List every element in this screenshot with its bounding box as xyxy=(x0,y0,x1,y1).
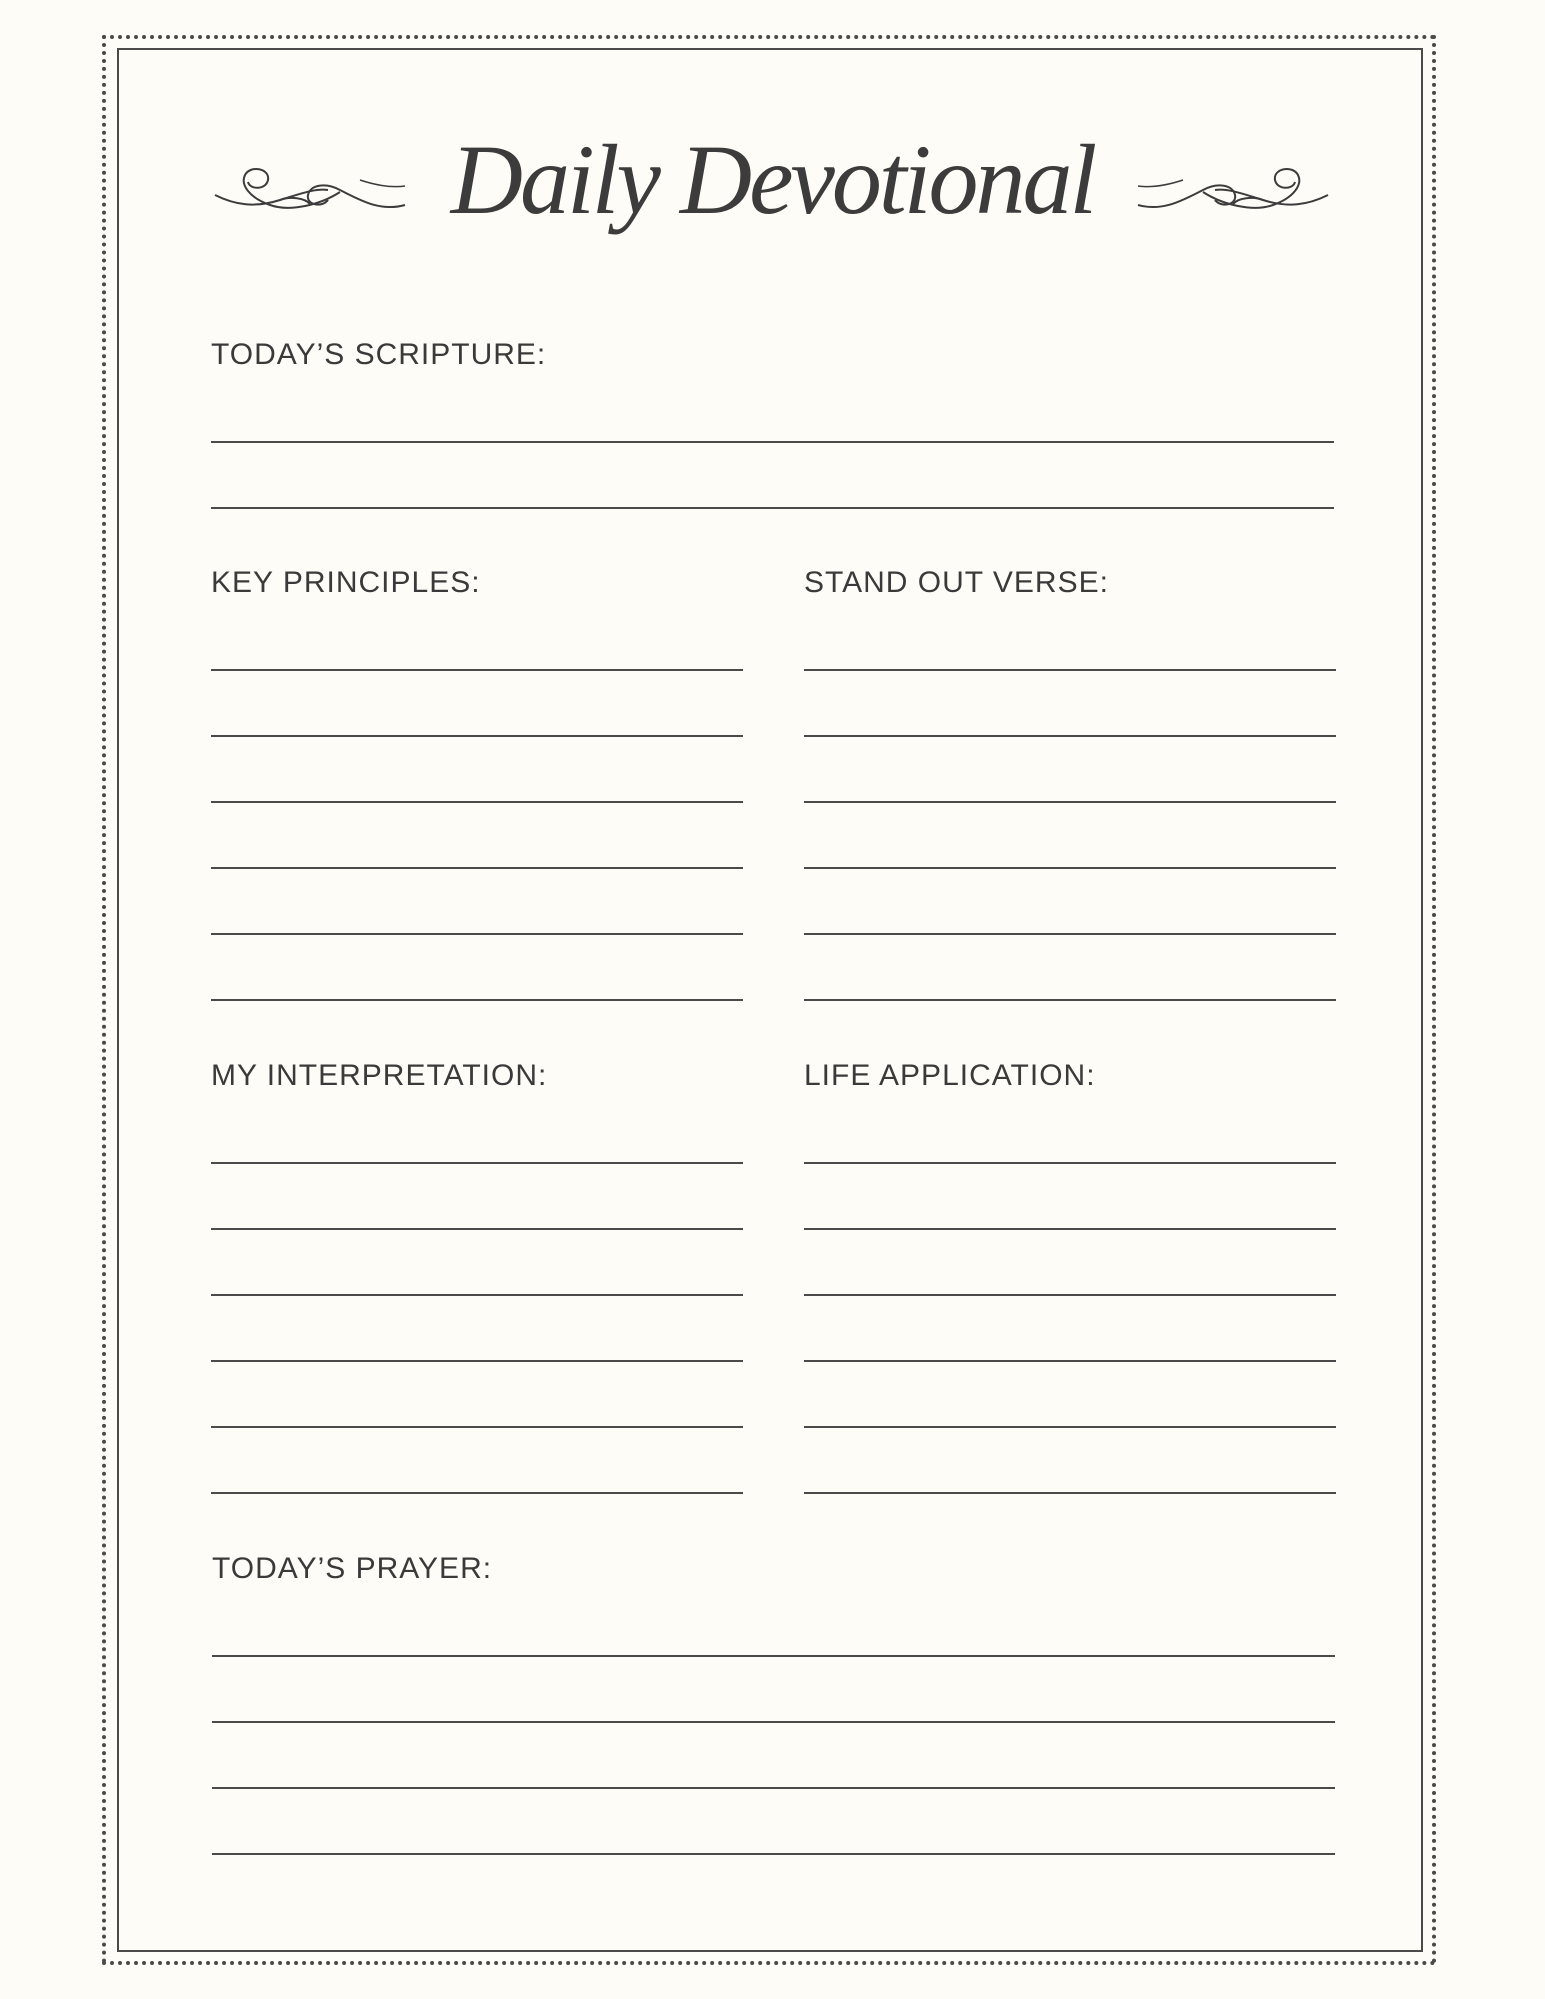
writing-line-my-interpretation[interactable] xyxy=(211,1162,743,1164)
writing-line-life-application[interactable] xyxy=(804,1228,1336,1230)
writing-line-my-interpretation[interactable] xyxy=(211,1492,743,1494)
writing-line-stand-out-verse[interactable] xyxy=(804,933,1336,935)
writing-line-scripture[interactable] xyxy=(211,441,1334,443)
page-title: Daily Devotional xyxy=(450,124,1095,235)
writing-line-key-principles[interactable] xyxy=(211,999,743,1001)
writing-line-scripture[interactable] xyxy=(211,507,1334,509)
writing-line-my-interpretation[interactable] xyxy=(211,1360,743,1362)
writing-line-stand-out-verse[interactable] xyxy=(804,801,1336,803)
writing-line-key-principles[interactable] xyxy=(211,867,743,869)
writing-line-life-application[interactable] xyxy=(804,1492,1336,1494)
writing-line-prayer[interactable] xyxy=(212,1853,1335,1855)
writing-line-key-principles[interactable] xyxy=(211,933,743,935)
writing-line-prayer[interactable] xyxy=(212,1787,1335,1789)
writing-line-life-application[interactable] xyxy=(804,1294,1336,1296)
section-label-scripture: TODAY’S SCRIPTURE: xyxy=(211,338,547,371)
writing-line-stand-out-verse[interactable] xyxy=(804,669,1336,671)
section-label-key-principles: KEY PRINCIPLES: xyxy=(211,566,481,599)
writing-line-stand-out-verse[interactable] xyxy=(804,999,1336,1001)
writing-line-key-principles[interactable] xyxy=(211,669,743,671)
writing-line-key-principles[interactable] xyxy=(211,801,743,803)
writing-line-my-interpretation[interactable] xyxy=(211,1426,743,1428)
writing-line-stand-out-verse[interactable] xyxy=(804,867,1336,869)
writing-line-prayer[interactable] xyxy=(212,1721,1335,1723)
writing-line-life-application[interactable] xyxy=(804,1162,1336,1164)
writing-line-life-application[interactable] xyxy=(804,1426,1336,1428)
writing-line-key-principles[interactable] xyxy=(211,735,743,737)
writing-line-my-interpretation[interactable] xyxy=(211,1294,743,1296)
writing-line-stand-out-verse[interactable] xyxy=(804,735,1336,737)
writing-line-my-interpretation[interactable] xyxy=(211,1228,743,1230)
flourish-right-icon xyxy=(1133,160,1333,220)
section-label-life-application: LIFE APPLICATION: xyxy=(804,1059,1096,1092)
writing-line-life-application[interactable] xyxy=(804,1360,1336,1362)
writing-line-prayer[interactable] xyxy=(212,1655,1335,1657)
section-label-my-interpretation: MY INTERPRETATION: xyxy=(211,1059,548,1092)
section-label-prayer: TODAY’S PRAYER: xyxy=(212,1552,493,1585)
section-label-stand-out-verse: STAND OUT VERSE: xyxy=(804,566,1109,599)
